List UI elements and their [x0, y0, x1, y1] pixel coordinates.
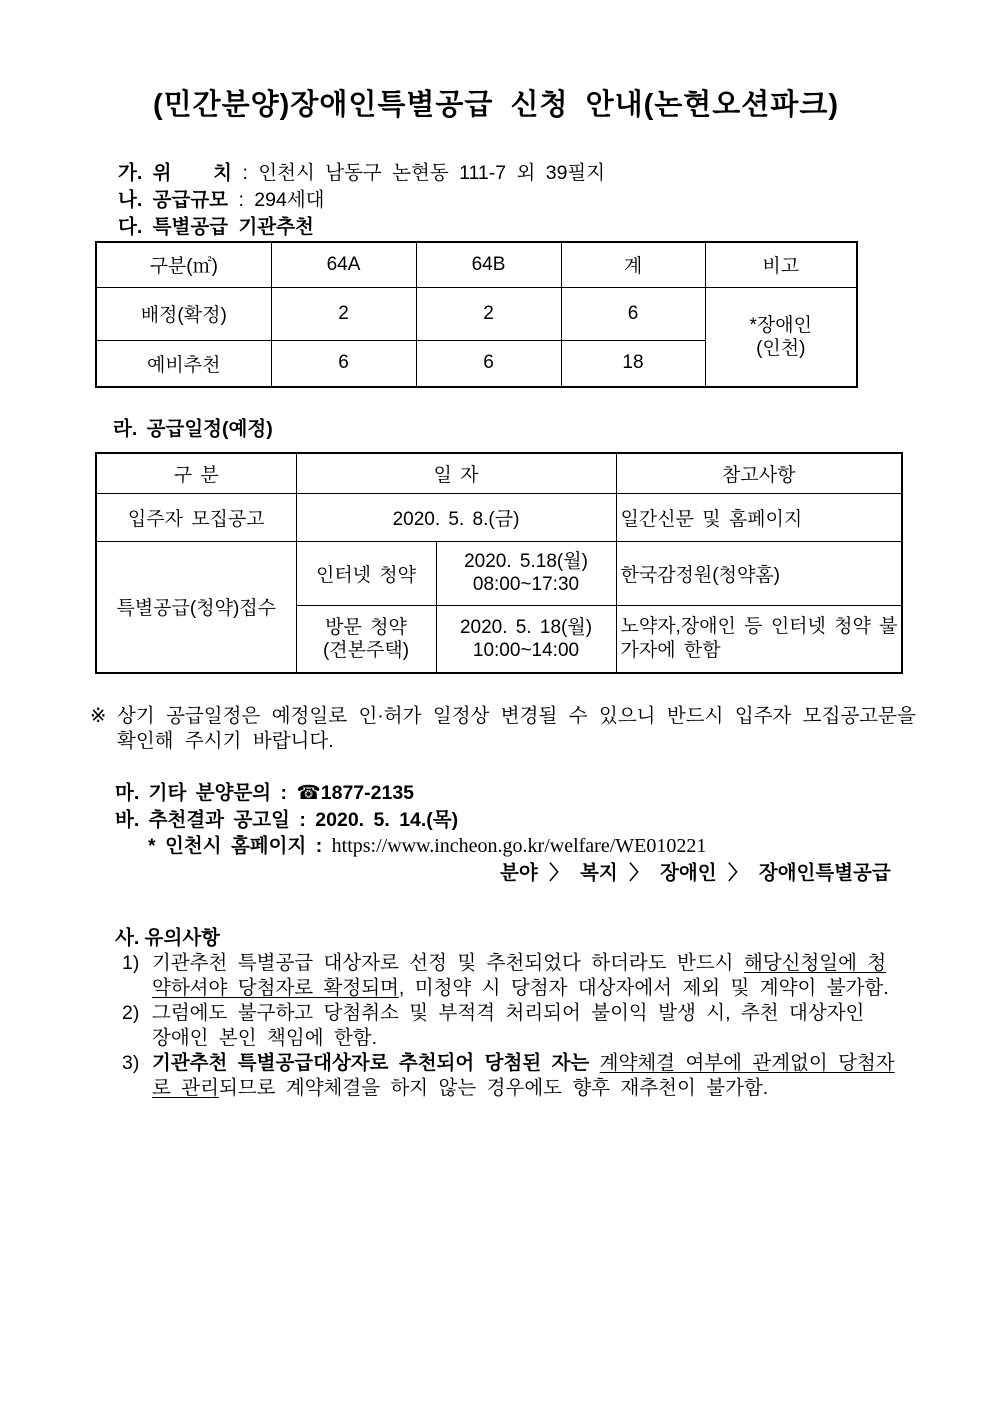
phone-label: 마. 기타 분양문의	[115, 782, 272, 804]
schedule-header-type: 구 분	[96, 453, 296, 493]
allocation-note-line2: (인천)	[756, 337, 806, 359]
info-recommend-label: 다. 특별공급 기관추천	[118, 216, 314, 238]
info-location-value: 인천시 남동구 논현동 111-7 외 39필지	[258, 162, 606, 184]
schedule-group-label: 특별공급(청약)접수	[96, 541, 296, 673]
info-scale-sep: :	[228, 189, 255, 211]
note-3-underlined-segment: 계약체결 여부에 관계없이 당첨자	[599, 1052, 895, 1074]
note-item-2	[122, 1001, 992, 1050]
schedule-announcement-ref: 일간신문 및 홈페이지	[616, 493, 902, 541]
note-3-bold-segment: 기관추천 특별공급대상자로 추천되어 당첨된 자는	[152, 1052, 600, 1074]
allocation-header-note: 비고	[705, 242, 857, 287]
schedule-visit-type	[296, 605, 436, 673]
result-date-value: 2020. 5. 14.(목)	[315, 808, 459, 831]
schedule-visit-date-line2: 10:00~14:00	[472, 639, 580, 661]
note-2-segment: 그럼에도 불구하고 당첨취소 및 부적격 처리되어 불이익 발생 시, 추천 대상자인	[152, 1002, 865, 1024]
allocation-header-64b: 64B	[416, 242, 561, 287]
note-3-underlined-segment-2: 로 관리	[152, 1076, 219, 1099]
note-1-segment: 기관추천 특별공급 대상자로 선정 및 추천되었다 하더라도 반드시	[152, 952, 744, 974]
note-item-2-text	[152, 1001, 942, 1050]
schedule-visit-type-line2: (견본주택)	[322, 639, 410, 661]
page-title: (민간분양)장애인특별공급 신청 안내(논현오션파크)	[152, 89, 840, 121]
schedule-announcement-label: 입주자 모집공고	[96, 493, 296, 541]
phone-sep: :	[271, 782, 297, 804]
info-block	[118, 160, 992, 241]
schedule-header-date: 일 자	[296, 453, 616, 493]
note-3-segment: 되므로 계약체결을 하지 않는 경우에도 향후 재추천이 불가함.	[218, 1076, 769, 1099]
homepage-sep: :	[306, 835, 332, 857]
schedule-visit-ref: 노약자,장애인 등 인터넷 청약 불가자에 한함	[616, 605, 902, 673]
note-item-1	[122, 951, 992, 1000]
allocation-header-row	[96, 242, 857, 287]
allocation-header-total: 계	[561, 242, 705, 287]
note-item-1-number: 1)	[122, 952, 140, 974]
schedule-visit-date-line1: 2020. 5. 18(월)	[459, 616, 593, 638]
info-location-label: 가. 위 치	[118, 162, 233, 184]
homepage-url[interactable]: https://www.incheon.go.kr/welfare/WE010221	[331, 835, 707, 857]
homepage-line	[148, 833, 992, 860]
info-scale-value: 294세대	[254, 189, 325, 211]
allocation-header-64a: 64A	[271, 242, 416, 287]
schedule-table	[95, 452, 903, 674]
allocation-reserve-label: 예비추천	[96, 340, 271, 387]
notice-line1: 상기 공급일정은 예정일로 인·허가 일정상 변경될 수 있으니 반드시 입주자 모집공고문을	[117, 705, 916, 727]
phone-number: ☎1877-2135	[296, 782, 415, 804]
allocation-table	[95, 241, 858, 388]
schedule-internet-date-line2: 08:00~17:30	[472, 574, 580, 595]
allocation-note-cell	[705, 287, 857, 387]
note-1-underlined-segment: 해당신청일에 청	[743, 952, 887, 974]
result-date-line	[115, 807, 992, 834]
schedule-internet-date-line1: 2020. 5.18(월)	[464, 551, 588, 572]
result-date-label: 바. 추천결과 공고일	[115, 808, 290, 831]
allocation-reserve-64b: 6	[416, 340, 561, 387]
info-line-recommend	[118, 214, 992, 241]
info-location-sep: :	[232, 162, 259, 184]
note-1-segment-2: , 미청약 시 당첨자 대상자에서 제외 및 계약이 불가함.	[398, 976, 889, 999]
schedule-visit-type-line1: 방문 청약	[325, 616, 407, 638]
asterisk-mark: *	[148, 835, 166, 857]
phone-line	[115, 780, 992, 807]
reference-mark: ※	[90, 705, 107, 727]
notice-text	[117, 704, 932, 754]
schedule-row-announcement	[96, 493, 902, 541]
note-item-3	[122, 1051, 992, 1100]
note-2-segment-2: 장애인 본인 책임에 한함.	[152, 1026, 378, 1049]
homepage-label: 인천시 홈페이지	[165, 835, 307, 857]
allocation-reserve-total: 18	[561, 340, 705, 387]
schedule-visit-date	[436, 605, 616, 673]
note-item-3-text	[152, 1051, 942, 1100]
note-1-underlined-segment-2: 약하셔야 당첨자로 확정되며	[152, 976, 399, 999]
notice-line2: 확인해 주시기 바랍니다.	[117, 730, 334, 752]
allocation-reserve-64a: 6	[271, 340, 416, 387]
allocation-confirmed-label: 배정(확정)	[96, 287, 271, 340]
allocation-row-confirmed	[96, 287, 857, 340]
schedule-change-notice	[90, 704, 992, 754]
info-line-scale	[118, 187, 992, 214]
result-date-sep: :	[289, 808, 316, 831]
schedule-internet-type: 인터넷 청약	[296, 541, 436, 605]
schedule-internet-ref: 한국감정원(청약홈)	[616, 541, 902, 605]
info-line-location	[118, 160, 992, 187]
allocation-confirmed-64a: 2	[271, 287, 416, 340]
schedule-header-ref: 참고사항	[616, 453, 902, 493]
note-item-1-text	[152, 951, 942, 1000]
contact-block	[115, 780, 992, 886]
allocation-confirmed-64b: 2	[416, 287, 561, 340]
schedule-row-internet	[96, 541, 902, 605]
category-path: 분야 〉 복지 〉 장애인 〉 장애인특별공급	[500, 861, 891, 884]
allocation-confirmed-total: 6	[561, 287, 705, 340]
schedule-header-row	[96, 453, 902, 493]
schedule-heading: 라. 공급일정(예정)	[113, 418, 273, 440]
allocation-header-type: 구분(㎡)	[96, 242, 271, 287]
notes-heading: 사. 유의사항	[115, 927, 221, 949]
info-scale-label: 나. 공급규모	[118, 189, 229, 211]
schedule-announcement-date: 2020. 5. 8.(금)	[296, 493, 616, 541]
note-item-2-number: 2)	[122, 1002, 140, 1024]
allocation-note-line1: *장애인	[749, 314, 812, 336]
schedule-internet-date	[436, 541, 616, 605]
note-item-3-number: 3)	[122, 1052, 140, 1074]
